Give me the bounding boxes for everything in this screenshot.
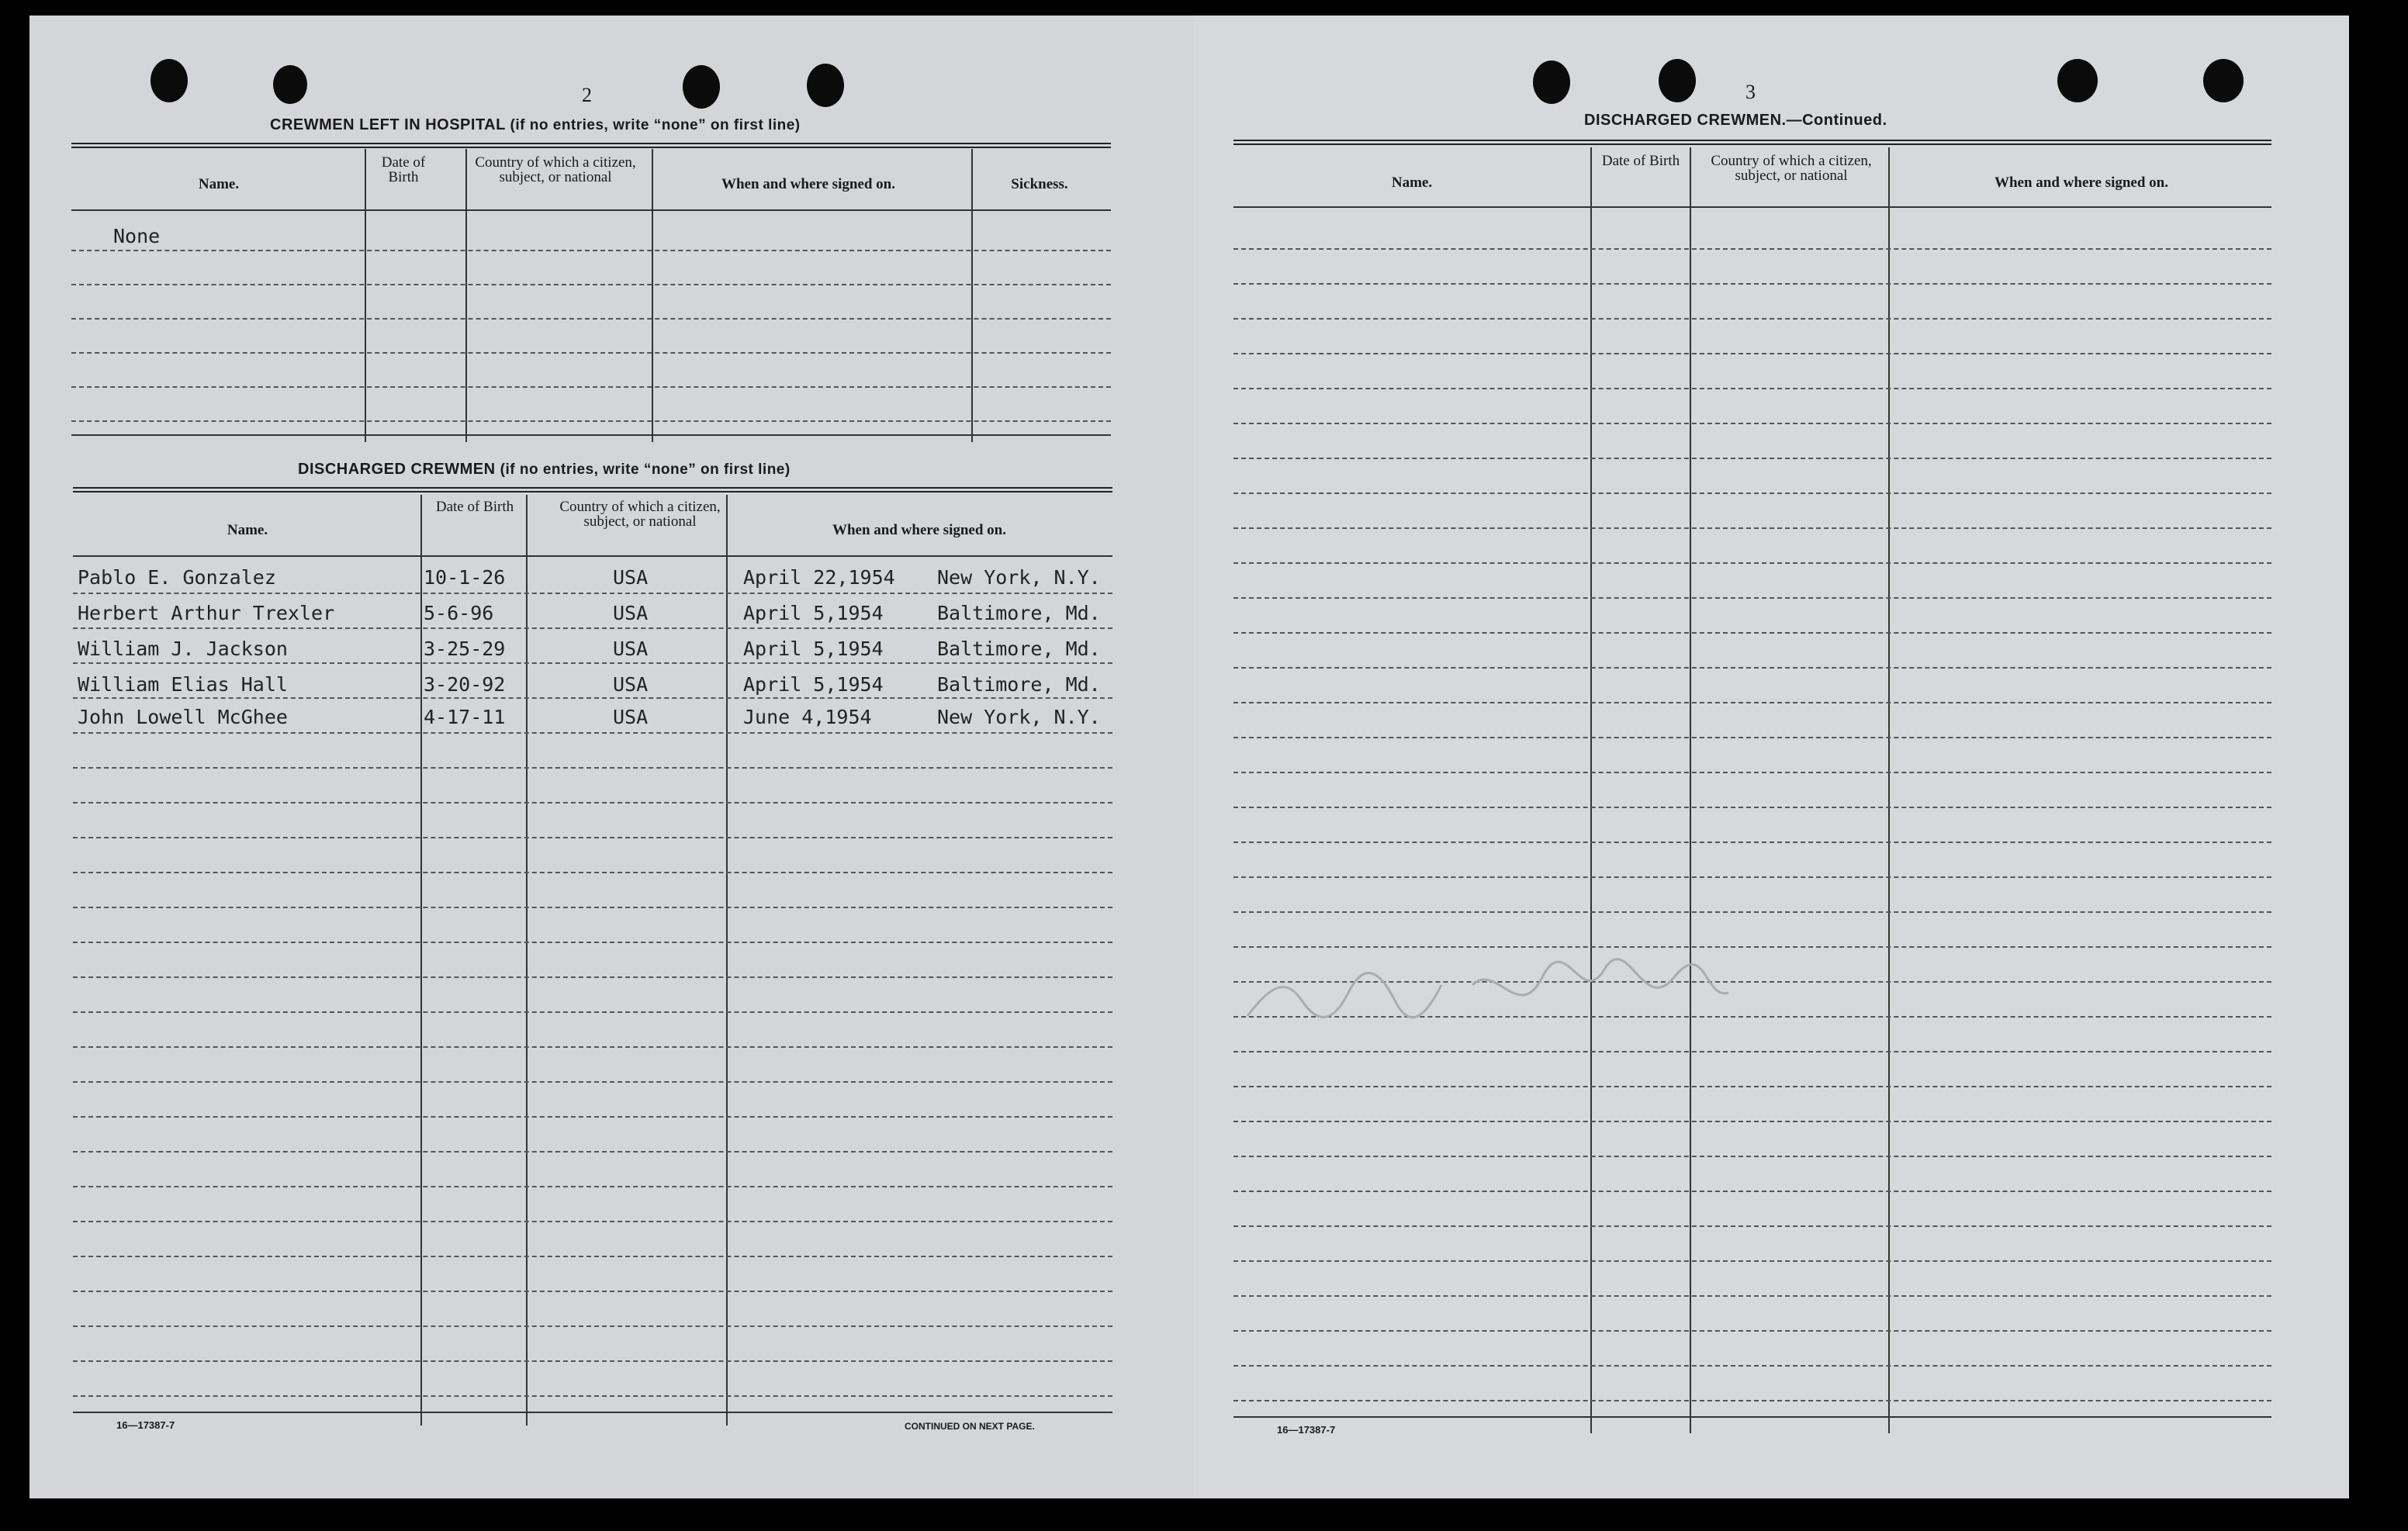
crew-country: USA	[613, 566, 649, 589]
entry-line	[1233, 876, 2271, 878]
entry-line	[73, 907, 1112, 908]
left-page	[29, 16, 1193, 1498]
entry-line	[73, 872, 1112, 873]
entry-line	[73, 1046, 1112, 1048]
col-divider	[365, 149, 366, 442]
entry-line	[71, 420, 1111, 422]
entry-line	[1233, 1400, 2271, 1401]
entry-line	[73, 697, 1112, 699]
entry-line	[73, 662, 1112, 664]
crew-signed-place: Baltimore, Md.	[937, 673, 1101, 696]
entry-line	[73, 1186, 1112, 1187]
entry-line	[1233, 667, 2271, 669]
discharged-header-rule	[73, 555, 1112, 557]
entry-line	[1233, 1365, 2271, 1367]
continued-title: DISCHARGED CREWMEN.—Continued.	[1584, 112, 1887, 129]
header-dob: Date of Birth	[1601, 153, 1680, 169]
discharged-bottom-rule	[73, 1412, 1112, 1413]
col-divider	[465, 149, 467, 442]
header-sickness: Sickness.	[1011, 176, 1068, 192]
crew-dob: 3-25-29	[424, 638, 506, 660]
entry-line	[1233, 318, 2271, 320]
entry-line	[1233, 1330, 2271, 1332]
discharged-title: DISCHARGED CREWMEN (if no entries, write “none” on first line)	[298, 461, 791, 478]
page-number: 2	[582, 84, 592, 106]
header-rule	[1233, 206, 2271, 208]
crew-name: Herbert Arthur Trexler	[78, 602, 335, 624]
hospital-top-rule	[71, 143, 1111, 148]
punch-hole	[2057, 59, 2098, 102]
header-country: Country of which a citizen, subject, or national	[559, 499, 721, 530]
crew-signed-date: April 5,1954	[743, 602, 884, 624]
crew-signed-date: April 5,1954	[743, 673, 884, 696]
col-divider	[652, 149, 653, 442]
entry-line	[1233, 527, 2271, 529]
right-page	[1193, 16, 2349, 1498]
punch-hole	[150, 59, 188, 102]
punch-hole	[683, 65, 720, 109]
entry-line	[1233, 597, 2271, 599]
crew-dob: 4-17-11	[424, 706, 506, 728]
crew-name: John Lowell McGhee	[78, 706, 288, 728]
entry-line	[1233, 632, 2271, 634]
entry-line	[1233, 423, 2271, 424]
entry-line	[1233, 737, 2271, 738]
entry-line	[1233, 492, 2271, 494]
col-divider	[971, 149, 973, 442]
crew-signed-date: April 22,1954	[743, 566, 895, 589]
entry-line	[73, 627, 1112, 629]
header-name: Name.	[1391, 175, 1433, 191]
entry-line	[73, 1360, 1112, 1362]
entry-line	[1233, 458, 2271, 459]
hospital-entry: None	[113, 225, 161, 247]
entry-line	[1233, 1260, 2271, 1262]
crew-country: USA	[613, 638, 649, 660]
col-divider	[1888, 147, 1890, 1433]
header-name: Name.	[198, 176, 240, 192]
discharged-top-rule	[73, 487, 1112, 492]
entry-line	[1233, 1295, 2271, 1297]
entry-line	[73, 942, 1112, 943]
hospital-header-rule	[71, 209, 1111, 211]
entry-line	[1233, 1086, 2271, 1087]
entry-line	[1233, 911, 2271, 913]
punch-hole	[1659, 59, 1696, 102]
punch-hole	[807, 64, 844, 107]
page-number: 3	[1745, 81, 1756, 103]
crew-dob: 5-6-96	[424, 602, 494, 624]
col-divider	[420, 495, 422, 1426]
top-rule	[1233, 140, 2271, 145]
header-signed-on: When and where signed on.	[1994, 175, 2168, 191]
crew-name: Pablo E. Gonzalez	[78, 566, 276, 589]
entry-line	[1233, 248, 2271, 250]
crew-name: William J. Jackson	[78, 638, 288, 660]
punch-hole	[2203, 59, 2244, 102]
header-dob: Date of Birth	[435, 499, 514, 515]
entry-line	[73, 1011, 1112, 1013]
entry-line	[1233, 353, 2271, 354]
entry-line	[1233, 1225, 2271, 1227]
continued-note: CONTINUED ON NEXT PAGE.	[905, 1421, 1035, 1432]
entry-line	[73, 1151, 1112, 1153]
entry-line	[71, 284, 1111, 285]
header-signed-on: When and where signed on.	[832, 522, 1006, 538]
header-country: Country of which a citizen, subject, or national	[1711, 153, 1872, 184]
entry-line	[1233, 283, 2271, 285]
header-signed-on: When and where signed on.	[721, 176, 895, 192]
crew-dob: 10-1-26	[424, 566, 506, 589]
entry-line	[73, 1291, 1112, 1292]
col-divider	[1690, 147, 1691, 1433]
crew-signed-place: Baltimore, Md.	[937, 638, 1101, 660]
entry-line	[73, 1395, 1112, 1397]
entry-line	[73, 1256, 1112, 1257]
entry-line	[73, 1325, 1112, 1327]
punch-hole	[273, 65, 307, 104]
entry-line	[1233, 1051, 2271, 1052]
crew-signed-place: New York, N.Y.	[937, 566, 1101, 589]
crew-country: USA	[613, 673, 649, 696]
entry-line	[1233, 842, 2271, 843]
faint-signature	[1240, 931, 1736, 1047]
entry-line	[73, 802, 1112, 804]
form-code: 16—17387-7	[116, 1419, 175, 1431]
crew-signed-date: June 4,1954	[743, 706, 872, 728]
entry-line	[71, 386, 1111, 388]
col-divider	[726, 495, 728, 1426]
crew-country: USA	[613, 706, 649, 728]
header-dob: Date of Birth	[381, 154, 426, 185]
entry-line	[1233, 772, 2271, 773]
crew-dob: 3-20-92	[424, 673, 506, 696]
bottom-rule	[1233, 1416, 2271, 1418]
entry-line	[73, 767, 1112, 769]
entry-line	[73, 837, 1112, 838]
crew-country: USA	[613, 602, 649, 624]
form-code: 16—17387-7	[1277, 1424, 1336, 1436]
crew-name: William Elias Hall	[78, 673, 288, 696]
punch-hole	[1533, 60, 1570, 104]
entry-line	[1233, 702, 2271, 703]
entry-line	[73, 976, 1112, 978]
col-divider	[1590, 147, 1592, 1433]
entry-line	[73, 1221, 1112, 1222]
entry-line	[71, 250, 1111, 251]
entry-line	[73, 593, 1112, 594]
hospital-bottom-rule	[71, 434, 1111, 436]
entry-line	[73, 732, 1112, 734]
entry-line	[73, 1081, 1112, 1083]
entry-line	[1233, 1156, 2271, 1157]
entry-line	[71, 318, 1111, 320]
header-country: Country of which a citizen, subject, or national	[475, 154, 636, 185]
entry-line	[1233, 562, 2271, 564]
entry-line	[1233, 1191, 2271, 1192]
entry-line	[1233, 1121, 2271, 1122]
crew-signed-place: New York, N.Y.	[937, 706, 1101, 728]
hospital-title: CREWMEN LEFT IN HOSPITAL (if no entries, write “none” on first line)	[270, 116, 801, 133]
entry-line	[1233, 807, 2271, 808]
entry-line	[73, 1116, 1112, 1118]
crew-signed-date: April 5,1954	[743, 638, 884, 660]
crew-signed-place: Baltimore, Md.	[937, 602, 1101, 624]
entry-line	[71, 352, 1111, 354]
entry-line	[1233, 388, 2271, 389]
col-divider	[526, 495, 528, 1426]
header-name: Name.	[227, 522, 268, 538]
